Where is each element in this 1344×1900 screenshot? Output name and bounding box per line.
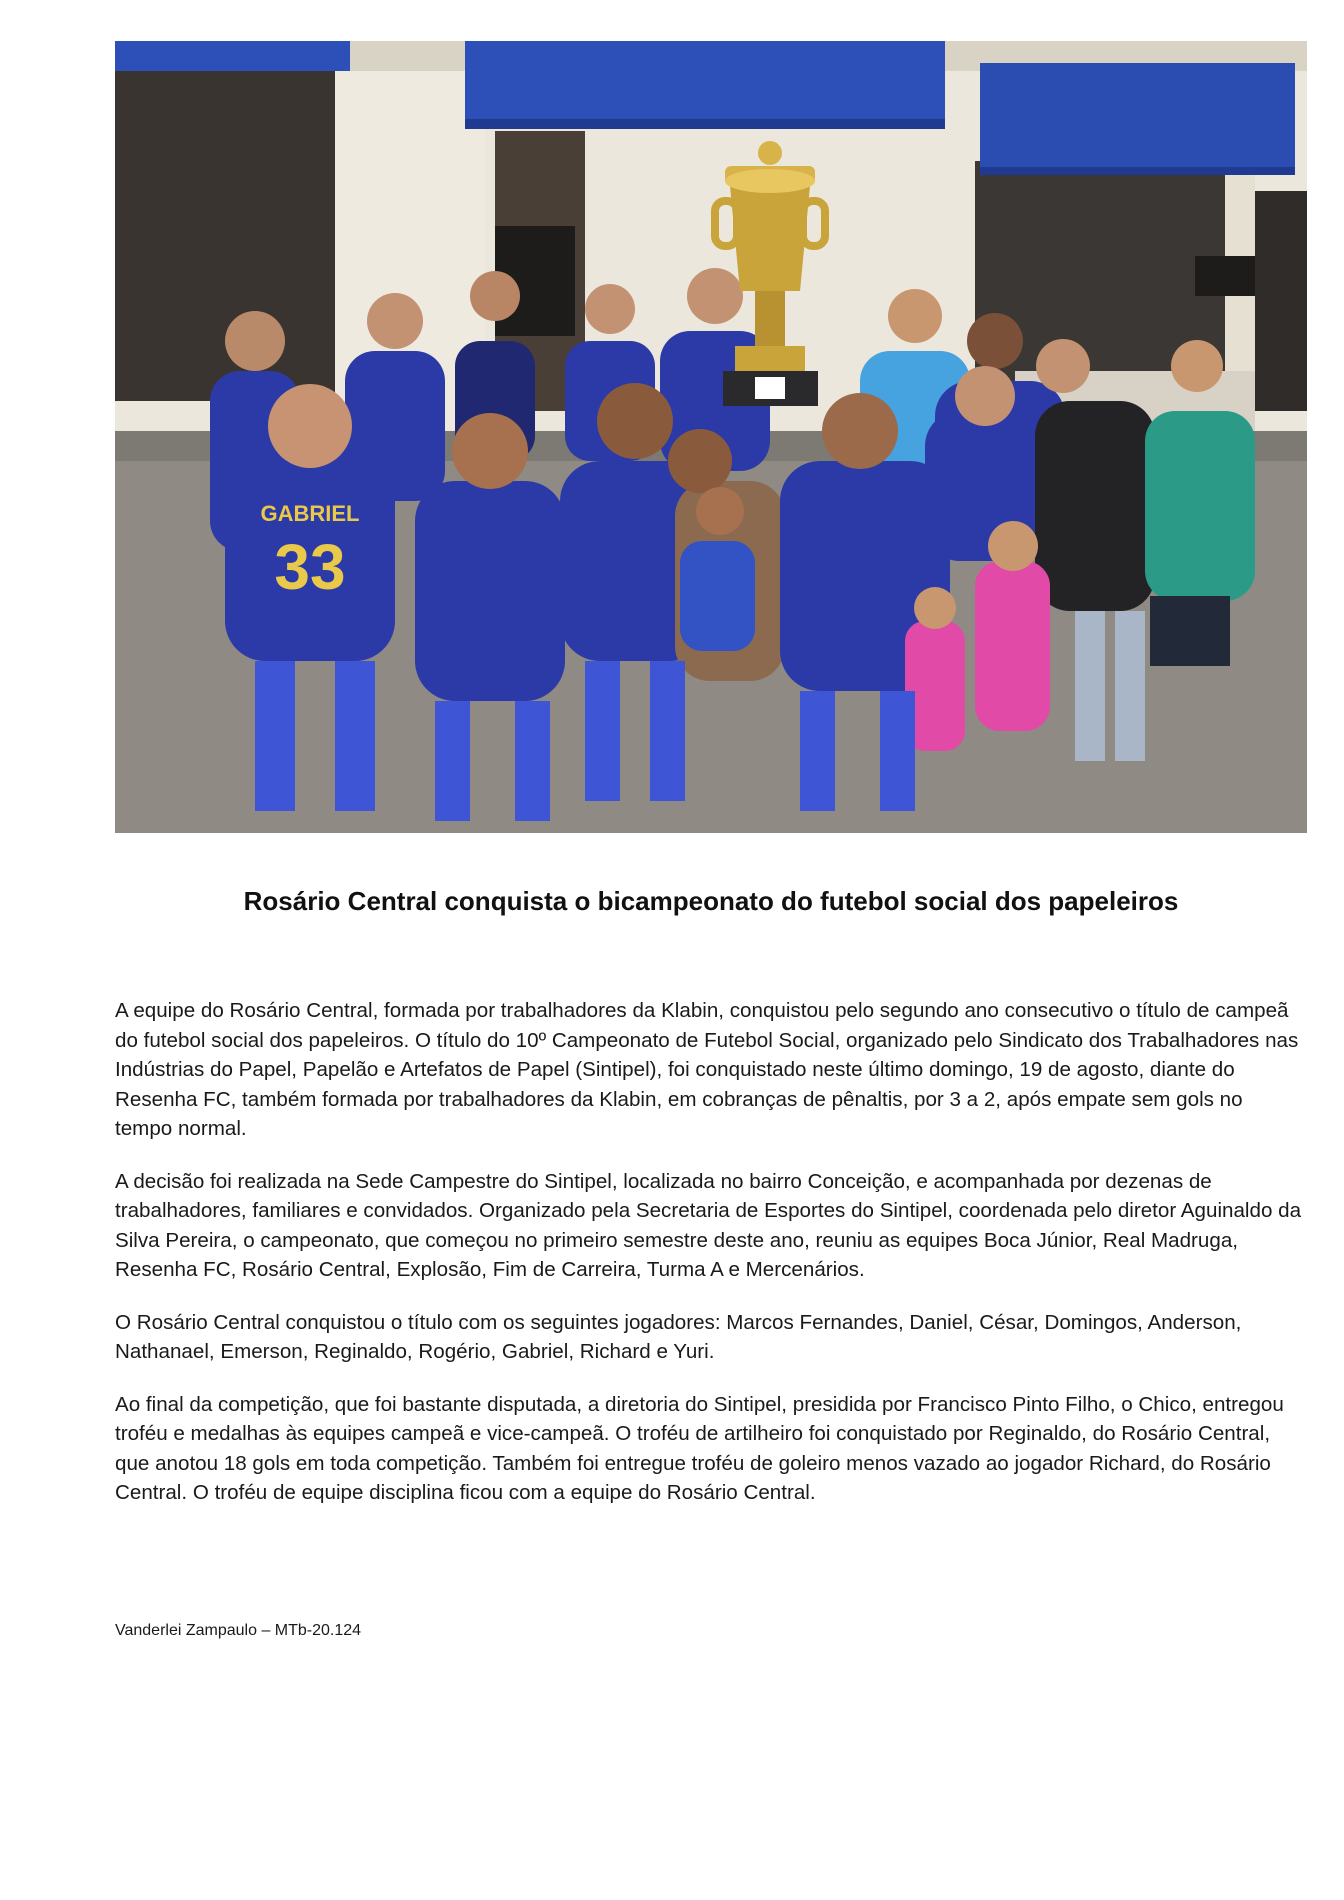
article-paragraph: A decisão foi realizada na Sede Campestre do Sintipel, localizada no bairro Conceição, e acompanhada por dezenas de trabalhadores, familiares e convidados. Organizado pela Secretaria de Esportes do Sintipel, coordenada pelo diretor Aguinaldo da Silva Pereira, o campeonato, que começou no primeiro semestre deste ano, reuniu as equipes Boca Júnior, Real Madruga, Resenha FC, Rosário Central, Explosão, Fim de Carreira, Turma A e Mercenários. [115, 1169, 1302, 1281]
article-body [115, 996, 1305, 1531]
article-paragraph: Ao final da competição, que foi bastante disputada, a diretoria do Sintipel, presidida por Francisco Pinto Filho, o Chico, entregou troféu e medalhas às equipes campeã e vice-campeã. O troféu de artilheiro foi conquistado por Reginaldo, do Rosário Central, que anotou 18 gols em toda competição. Também foi entregue troféu de goleiro menos vazado ao jogador Richard, do Rosário Central. O troféu de equipe disciplina ficou com a equipe do Rosário Central. [115, 1392, 1284, 1504]
byline: Vanderlei Zampaulo – MTb-20.124 [115, 1622, 362, 1639]
awning [980, 63, 1295, 173]
awning [465, 41, 945, 126]
awning [115, 41, 350, 71]
article-paragraph: A equipe do Rosário Central, formada por trabalhadores da Klabin, conquistou pelo segundo ano consecutivo o título de campeã do futebol social dos papeleiros. O título do 10º Campeonato de Futebol Social, organizado pelo Sindicato dos Trabalhadores nas Indústrias do Papel, Papelão e Artefatos de Papel (Sintipel), foi conquistado neste último domingo, 19 de agosto, diante do Resenha FC, também formada por trabalhadores da Klabin, em cobranças de pênaltis, por 3 a 2, após empate sem gols no tempo normal. [115, 999, 1299, 1140]
headline: Rosário Central conquista o bicampeonato do futebol social dos papeleiros [243, 886, 1179, 916]
jersey-number: 33 [274, 531, 346, 603]
article-paragraph: O Rosário Central conquistou o título com os seguintes jogadores: Marcos Fernandes, Daniel, César, Domingos, Anderson, Nathanael, Emerson, Reginaldo, Rogério, Gabriel, Richard e Yuri. [115, 1310, 1242, 1363]
jersey-name: GABRIEL [260, 501, 360, 526]
team-photo [115, 41, 1307, 833]
